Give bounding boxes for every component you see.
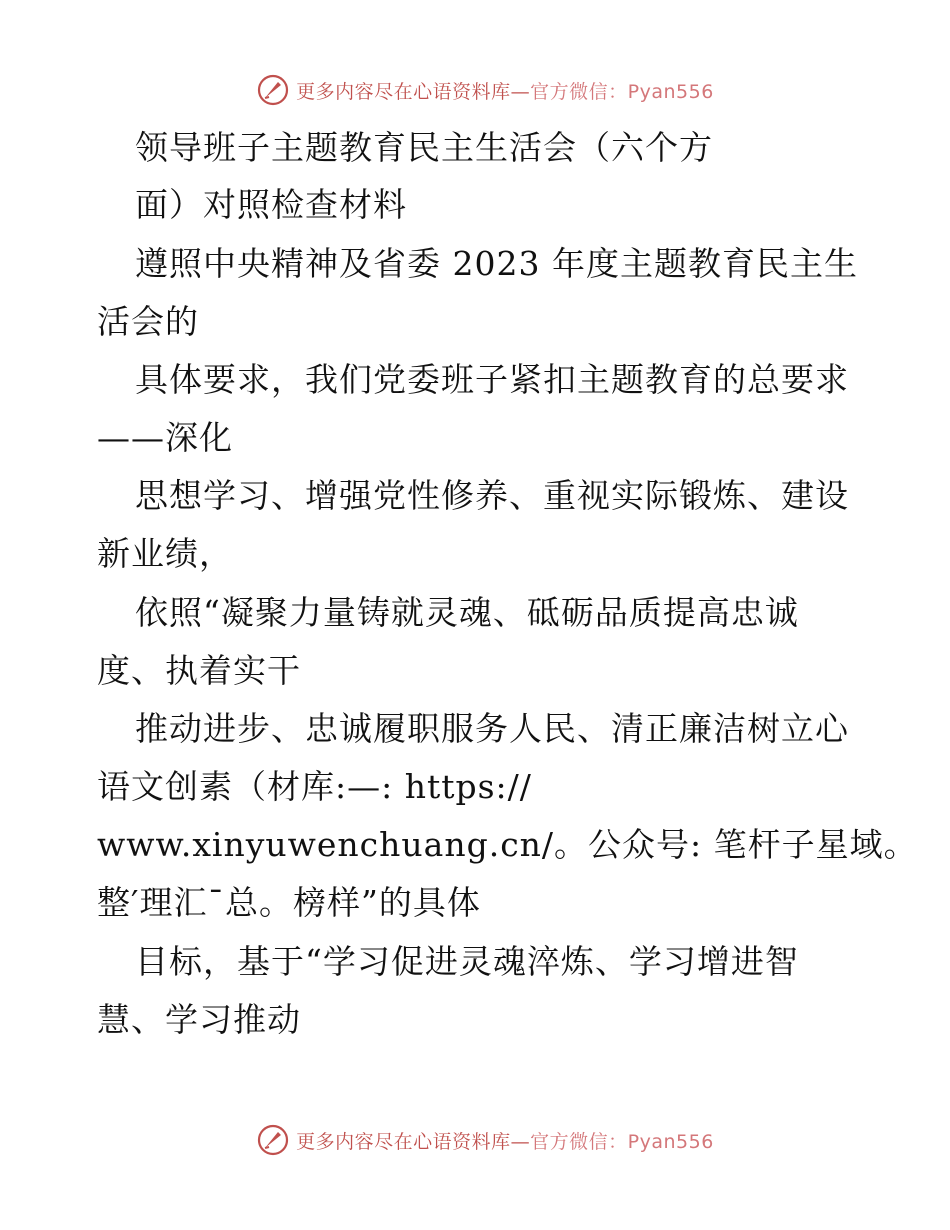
quill-logo-icon (256, 1123, 290, 1157)
banner-text (296, 1127, 714, 1154)
text-line: 领导班子主题教育民主生活会（六个方 (135, 128, 713, 167)
text-line: 推动进步、忠诚履职服务人民、清正廉洁树立心 (135, 709, 849, 748)
text-line: 活会的 (97, 302, 199, 341)
text-line: 目标，基于“学习促进灵魂淬炼、学习增进智 (135, 942, 799, 981)
text-line: 语文创素（材库:—: https:// (97, 767, 532, 806)
text-line: 慧、学习推动 (97, 1000, 301, 1039)
text-line: 面）对照检查材料 (135, 185, 407, 224)
banner-content (256, 73, 714, 107)
banner-dash: — (510, 1130, 531, 1153)
banner-account-text: 官方微信：Pyan556 (530, 1130, 714, 1153)
banner-content (256, 1123, 714, 1157)
banner-dash: — (510, 80, 531, 103)
footer-banner (0, 1120, 950, 1160)
text-line: 度、执着实干 (97, 651, 301, 690)
text-line: www.xinyuwenchuang.cn/。公众号: 笔杆子星域。 (97, 825, 918, 864)
text-line: 具体要求，我们党委班子紧扣主题教育的总要求 (135, 360, 849, 399)
banner-main-text: 更多内容尽在心语资料库 (296, 80, 511, 103)
text-line: 遵照中央精神及省委 2023 年度主题教育民主生 (135, 244, 858, 283)
text-line: ——深化 (97, 418, 233, 457)
banner-account-text: 官方微信：Pyan556 (530, 80, 714, 103)
text-line: 整′理汇¯总。榜样”的具体 (97, 883, 481, 922)
text-line: 新业绩， (97, 534, 233, 573)
banner-main-text: 更多内容尽在心语资料库 (296, 1130, 511, 1153)
text-line: 依照“凝聚力量铸就灵魂、砥砺品质提高忠诚 (135, 593, 799, 632)
quill-logo-icon (256, 73, 290, 107)
header-banner (0, 70, 950, 110)
text-line: 思想学习、增强党性修养、重视实际锻炼、建设 (135, 476, 849, 515)
banner-text (296, 77, 714, 104)
